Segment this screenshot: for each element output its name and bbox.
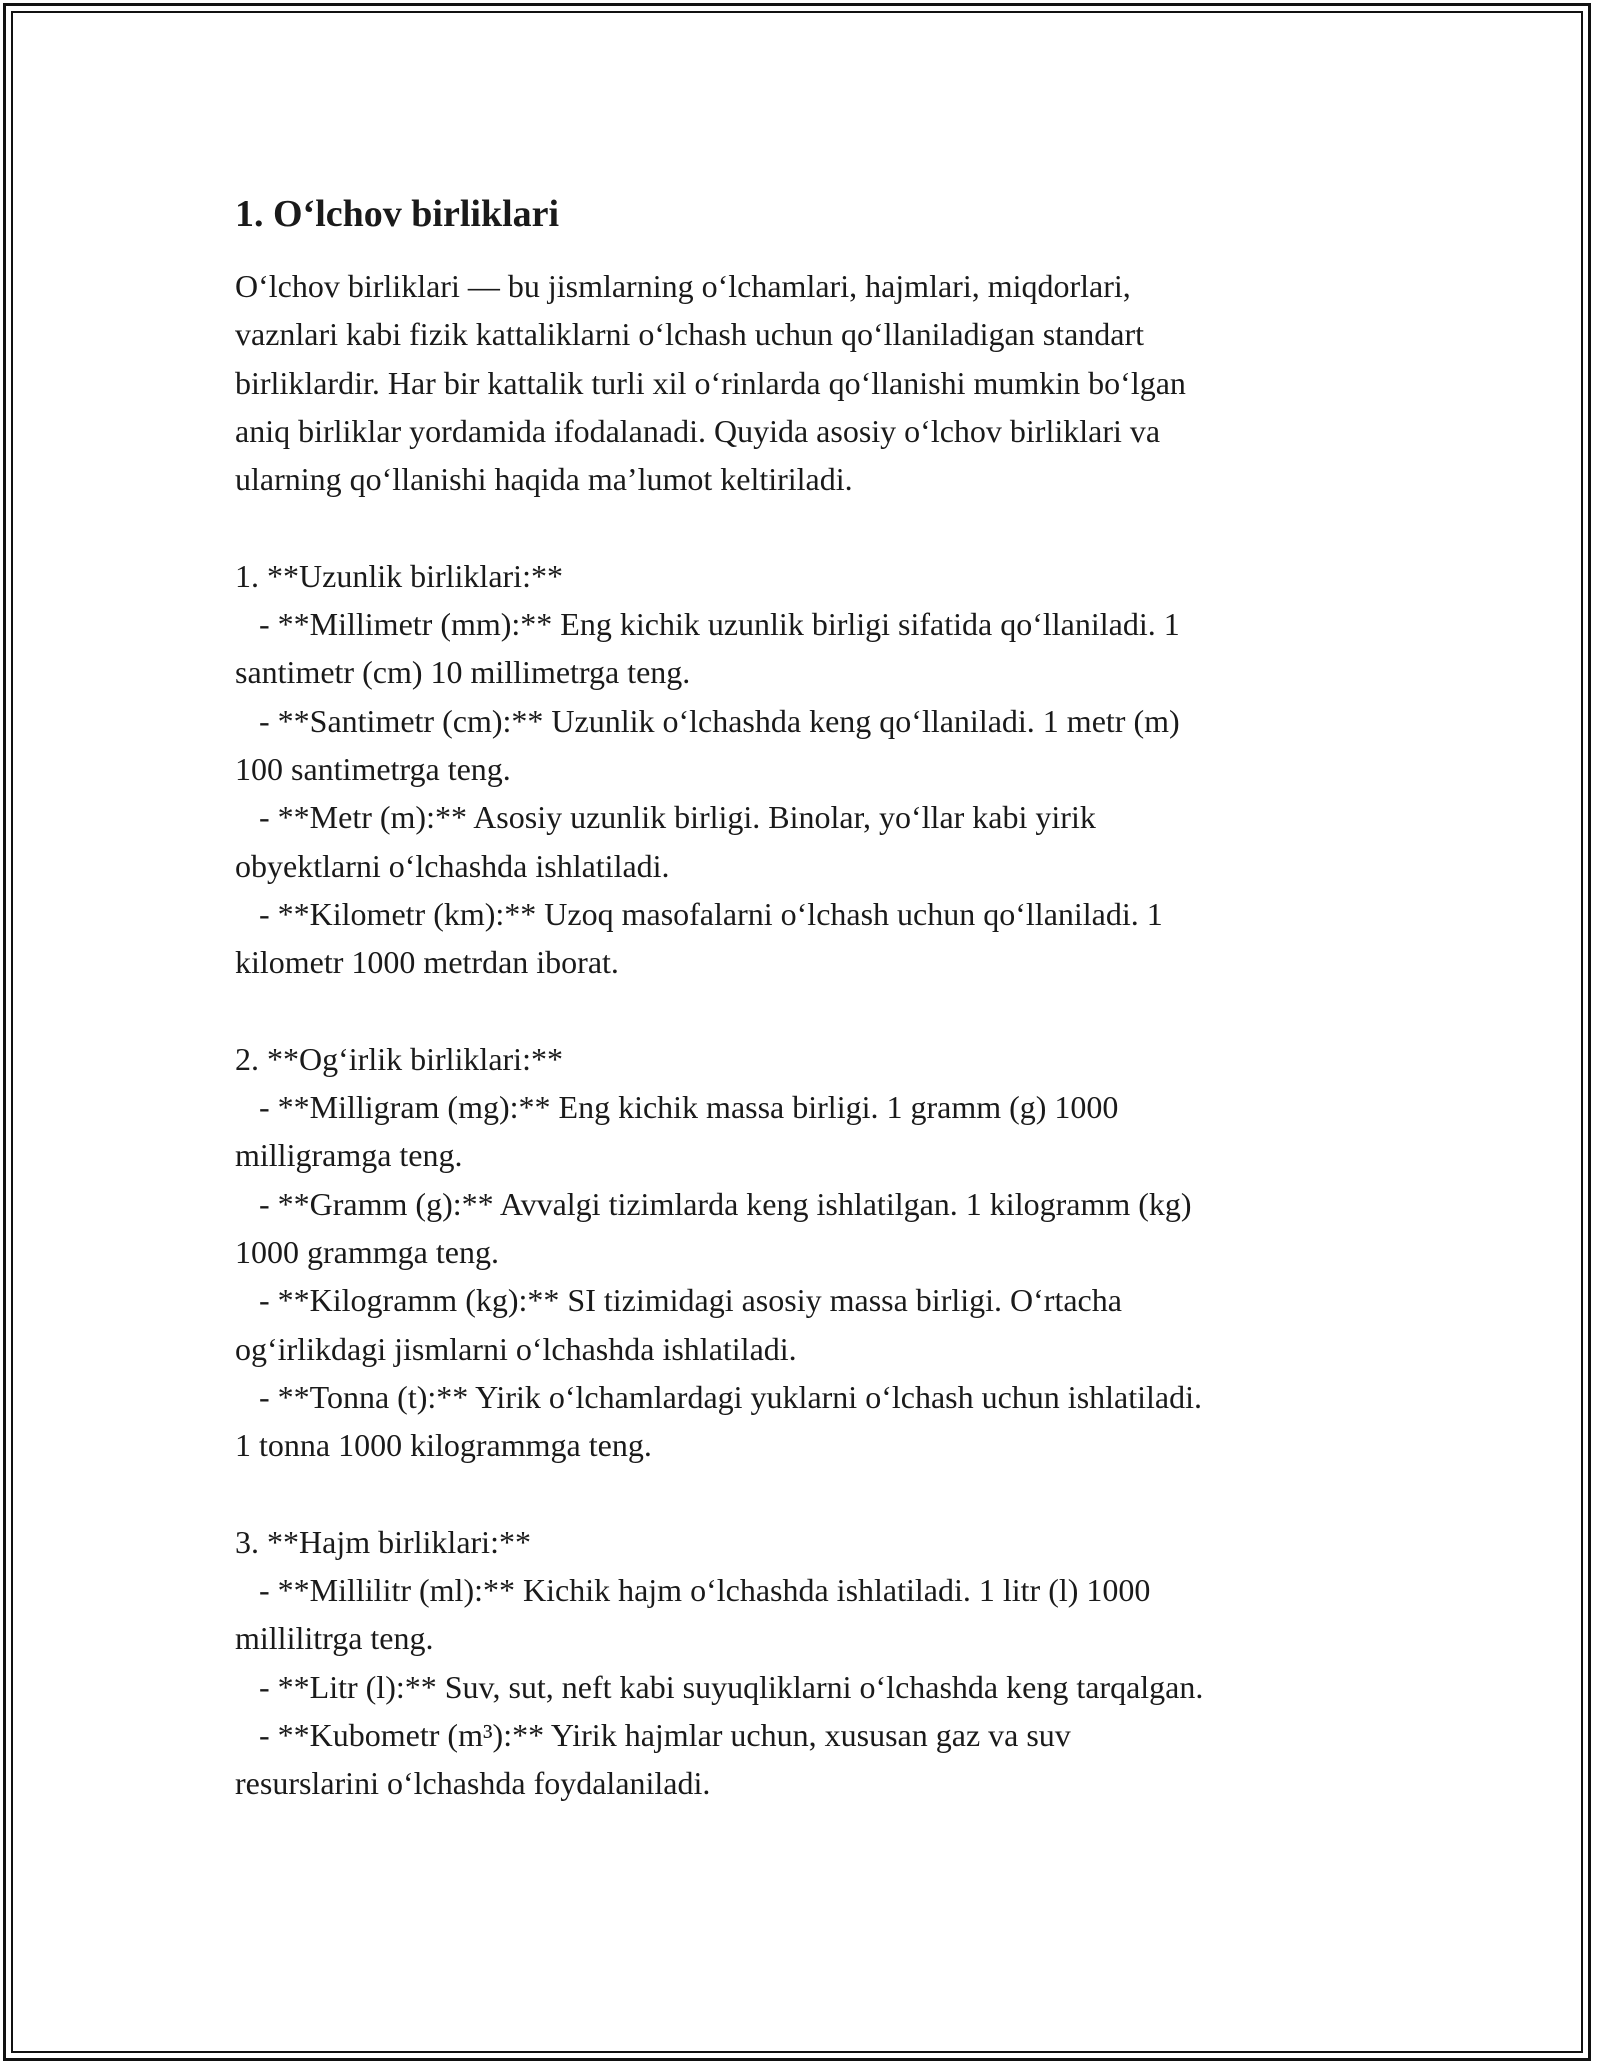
document-body: O‘lchov birliklari — bu jismlarning o‘lchamlari, hajmlari, miqdorlari, vaznlari kabi fizik kattaliklarni o‘lchash uchun qo‘llaniladigan standart birliklardir. Har bir kattalik turli xil o‘rinlarda qo‘llanishi mumkin bo‘lgan aniq birliklar yordamida ifodalanadi. Quyida asosiy o‘lchov birliklari va ularning qo‘llanishi haqida ma’lumot keltiriladi. 1. **Uzunlik birliklari:** - **Millimetr (mm):** Eng kichik uzunlik birligi sifatida qo‘llaniladi. 1 santimetr (cm) 10 millimetrga teng. - **Santimetr (cm):** Uzunlik o‘lchashda keng qo‘llaniladi. 1 metr (m) 100 santimetrga teng. - **Metr (m):** Asosiy uzunlik birligi. Binolar, yo‘llar kabi yirik obyektlarni o‘lchashda ishlatiladi. - **Kilometr (km):** Uzoq masofalarni o‘lchash uchun qo‘llaniladi. 1 kilometr 1000 metrdan iborat. 2. **Og‘irlik birliklari:** - **Milligram (mg):** Eng kichik massa birligi. 1 gramm (g) 1000 milligramga teng. - **Gramm (g):** Avvalgi tizimlarda keng ishlatilgan. 1 kilogramm (kg) 1000 grammga teng. - **Kilogramm (kg):** SI tizimidagi asosiy massa birligi. O‘rtacha og‘irlikdagi jismlarni o‘lchashda ishlatiladi. - **Tonna (t):** Yirik o‘lchamlardagi yuklarni o‘lchash uchun ishlatiladi. 1 tonna 1000 kilogrammga teng. 3. **Hajm birliklari:** - **Millilitr (ml):** Kichik hajm o‘lchashda ishlatiladi. 1 litr (l) 1000 millilitrga teng. - **Litr (l):** Suv, sut, neft kabi suyuqliklarni o‘lchashda keng tarqalgan. - **Kubometr (m³):** Yirik hajmlar uchun, xususan gaz va suv resurslarini o‘lchashda foydalaniladi.: [235, 268, 1204, 1802]
document-title: 1. O‘lchov birliklari: [235, 193, 560, 235]
document-content: [235, 188, 1365, 1808]
